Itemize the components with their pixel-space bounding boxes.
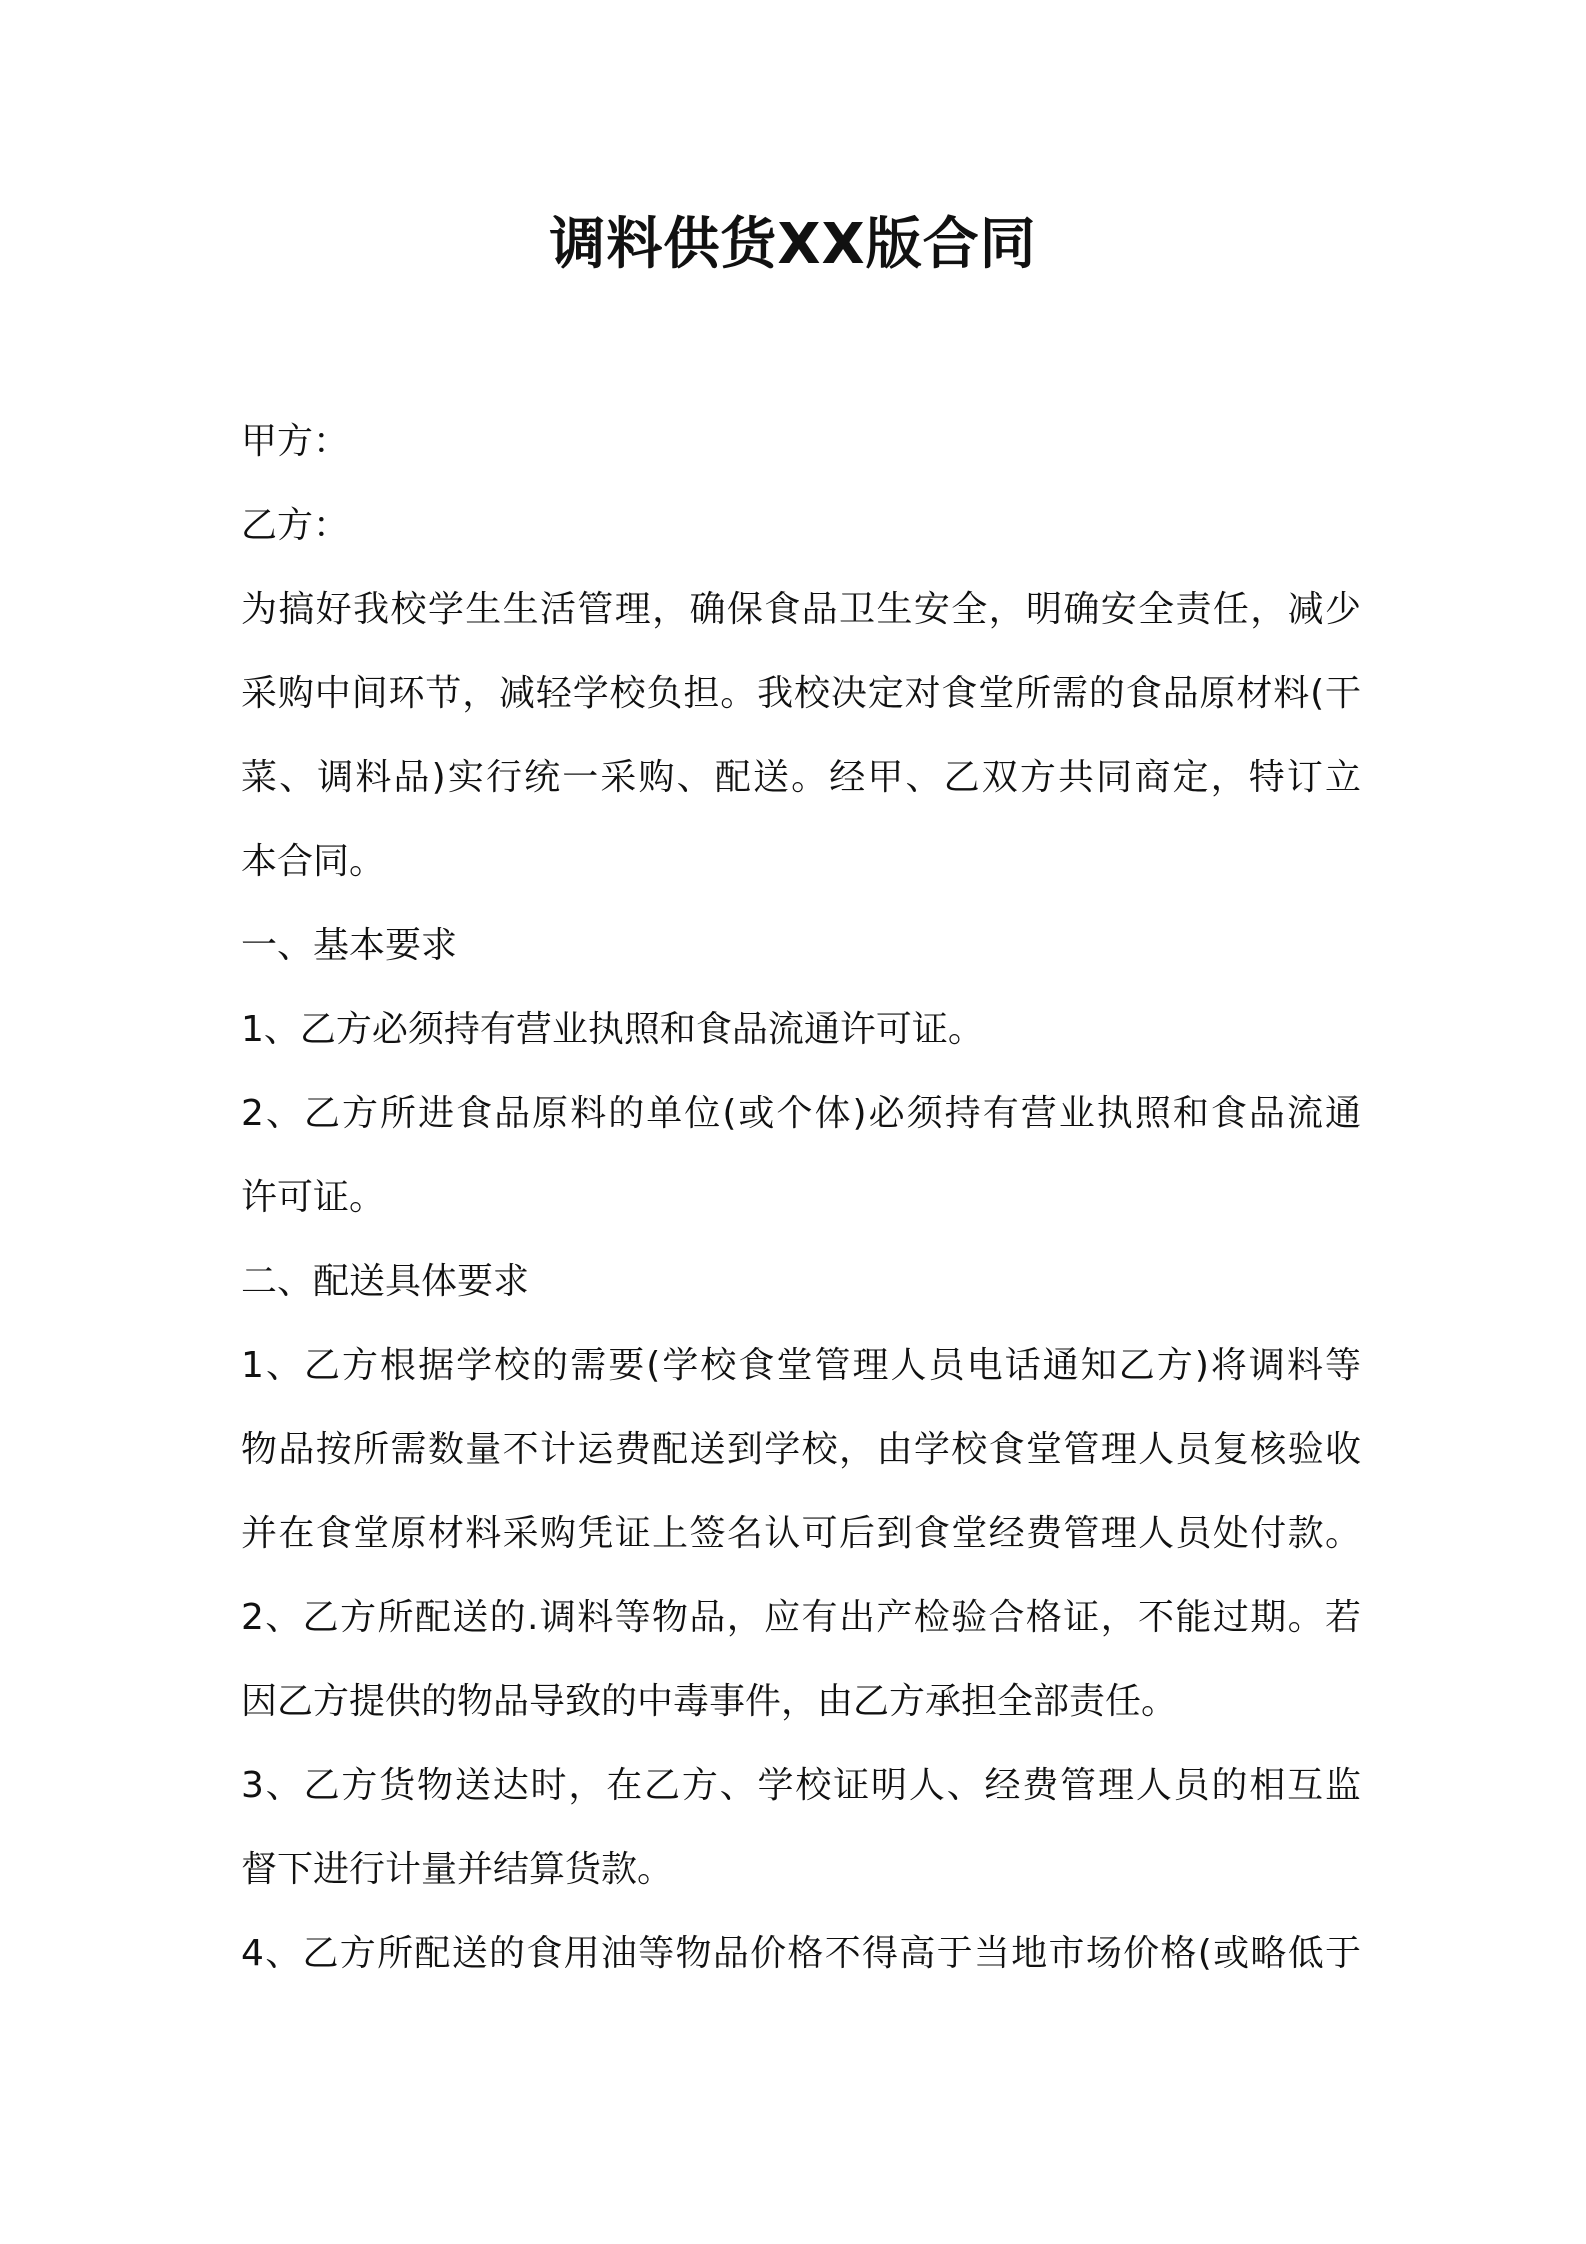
section-heading: 一、基本要求 [241, 925, 458, 966]
preamble-line: 采购中间环节，减轻学校负担。我校决定对食堂所需的食品原材料(干 [241, 673, 1361, 714]
clause-line: 1、乙方根据学校的需要(学校食堂管理人员电话通知乙方)将调料等 [241, 1345, 1361, 1386]
clause-line: 因乙方提供的物品导致的中毒事件，由乙方承担全部责任。 [241, 1681, 1178, 1722]
clause-line: 4、乙方所配送的食用油等物品价格不得高于当地市场价格(或略低于 [241, 1933, 1361, 1974]
clause-line: 2、乙方所进食品原料的单位(或个体)必须持有营业执照和食品流通 [241, 1093, 1361, 1134]
clause-line: 1、乙方必须持有营业执照和食品流通许可证。 [241, 1009, 984, 1050]
clause-line: 3、乙方货物送达时，在乙方、学校证明人、经费管理人员的相互监 [241, 1765, 1361, 1806]
clause-line: 并在食堂原材料采购凭证上签名认可后到食堂经费管理人员处付款。 [241, 1513, 1361, 1554]
document-body [241, 400, 1361, 1996]
clause-line: 许可证。 [241, 1177, 386, 1218]
document-title: 调料供货XX版合同 [549, 212, 1037, 277]
preamble-line: 菜、调料品)实行统一采购、配送。经甲、乙双方共同商定，特订立 [241, 757, 1361, 798]
party-b-line: 乙方： [241, 505, 350, 546]
preamble-line: 为搞好我校学生生活管理，确保食品卫生安全，明确安全责任，减少 [241, 589, 1361, 630]
section-heading: 二、配送具体要求 [241, 1261, 530, 1302]
party-a-line: 甲方： [241, 421, 350, 462]
preamble-line: 本合同。 [241, 841, 386, 882]
clause-line: 2、乙方所配送的.调料等物品，应有出产检验合格证，不能过期。若 [241, 1597, 1361, 1638]
clause-line: 督下进行计量并结算货款。 [241, 1849, 674, 1890]
clause-line: 物品按所需数量不计运费配送到学校，由学校食堂管理人员复核验收 [241, 1429, 1361, 1470]
